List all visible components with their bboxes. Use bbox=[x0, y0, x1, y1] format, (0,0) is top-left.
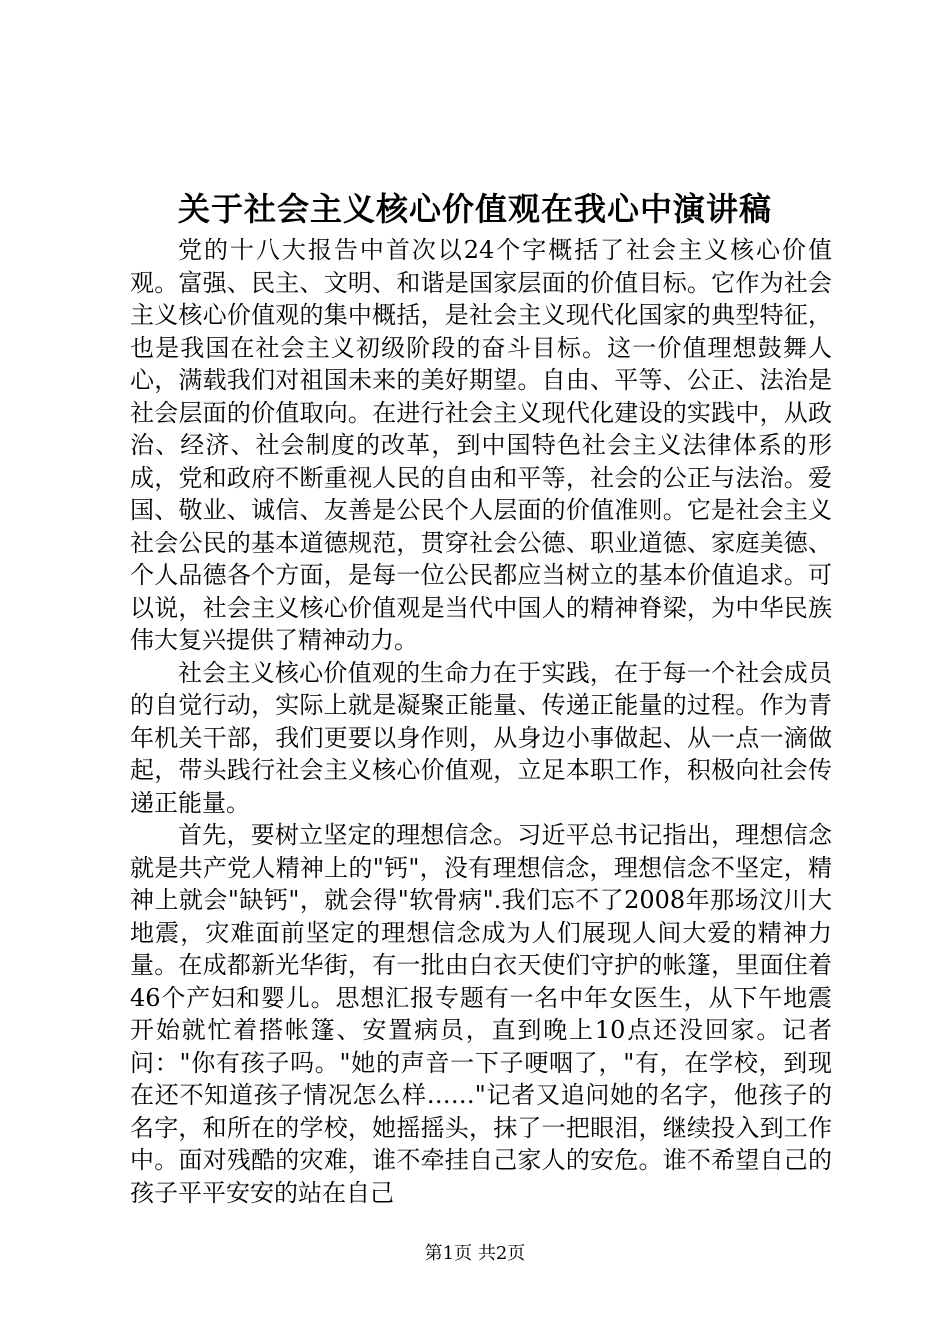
paragraph-1: 党的十八大报告中首次以24个字概括了社会主义核心价值观。富强、民主、文明、和谐是国家层面的价值目标。它作为社会主义核心价值观的集中概括，是社会主义现代化国家的典型特征，也是我国在社会主义初级阶段的奋斗目标。这一价值理想鼓舞人心，满载我们对祖国未来的美好期望。自由、平等、公正、法治是社会层面的价值取向。在进行社会主义现代化建设的实践中，从政治、经济、社会制度的改革，到中国特色社会主义法律体系的形成，党和政府不断重视人民的自由和平等，社会的公正与法治。爱国、敬业、诚信、友善是公民个人层面的价值准则。它是社会主义社会公民的基本道德规范，贯穿社会公德、职业道德、家庭美德、个人品德各个方面，是每一位公民都应当树立的基本价值追求。可以说，社会主义核心价值观是当代中国人的精神脊梁，为中华民族伟大复兴提供了精神动力。 bbox=[130, 236, 832, 654]
document-title: 关于社会主义核心价值观在我心中演讲稿 bbox=[177, 190, 772, 228]
document-body bbox=[130, 234, 832, 1209]
paragraph-3: 首先，要树立坚定的理想信念。习近平总书记指出，理想信念就是共产党人精神上的"钙"，没有理想信念，理想信念不坚定，精神上就会"缺钙"，就会得"软骨病".我们忘不了2008年那场汶川大地震，灾难面前坚定的理想信念成为人们展现人间大爱的精神力量。在成都新光华街，有一批由白衣天使们守护的帐篷，里面住着46个产妇和婴儿。思想汇报专题有一名中年女医生，从下午地震开始就忙着搭帐篷、安置病员，直到晚上10点还没回家。记者问："你有孩子吗。"她的声音一下子哽咽了，"有，在学校，到现在还不知道孩子情况怎么样……"记者又追问她的名字，他孩子的名字，和所在的学校，她摇摇头，抹了一把眼泪，继续投入到工作中。面对残酷的灾难，谁不牵挂自己家人的安危。谁不希望自己的孩子平平安安的站在自己 bbox=[130, 821, 832, 1207]
paragraph-2: 社会主义核心价值观的生命力在于实践，在于每一个社会成员的自觉行动，实际上就是凝聚正能量、传递正能量的过程。作为青年机关干部，我们更要以身作则，从身边小事做起、从一点一滴做起，带头践行社会主义核心价值观，立足本职工作，积极向社会传递正能量。 bbox=[130, 658, 832, 817]
page-footer: 第1页 共2页 bbox=[424, 1243, 526, 1264]
